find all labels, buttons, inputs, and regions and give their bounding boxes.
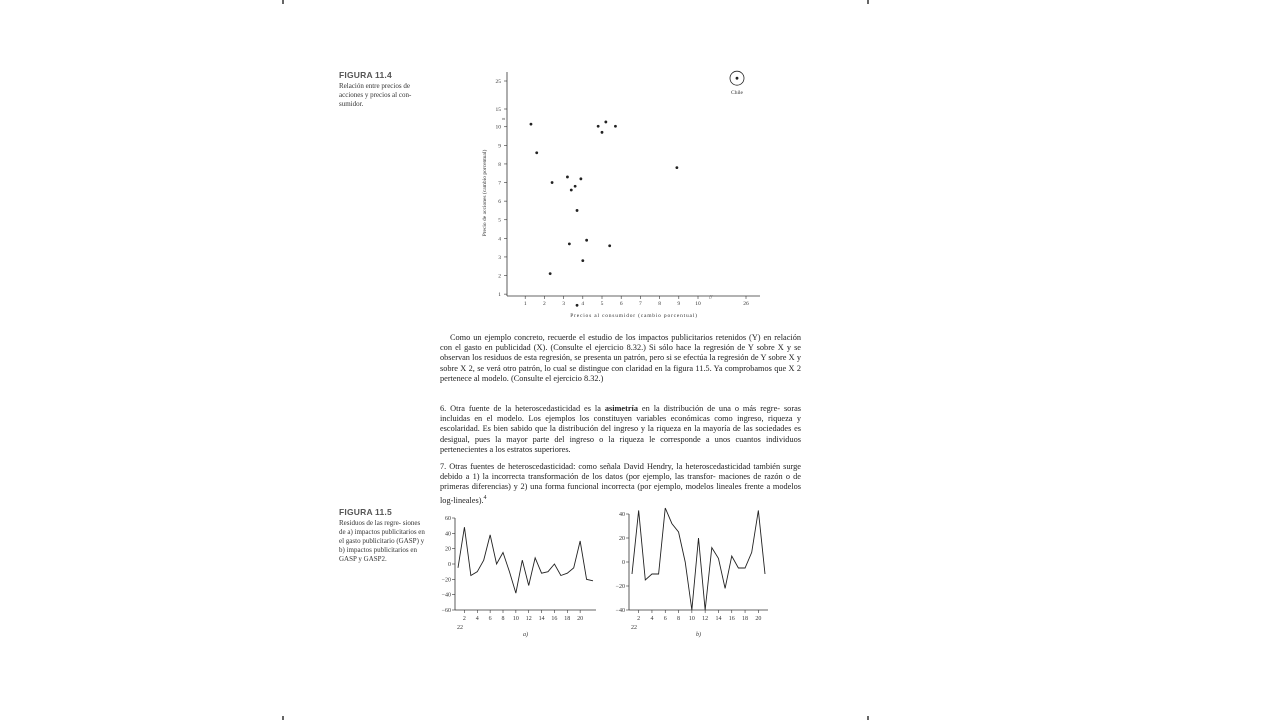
paragraph-2-after: en la distribución de una o más regre- soras incluidas en el modelo. Los ejemplos los constituyen variables económicas como ingreso, riqueza y escolaridad. Es bien sabido que la distribución del ingreso y la riqueza en la mayoría de las sociedades es desigual, pues la mayor parte del ingreso o la riqueza le corresponde a unos cuantos individuos pertenecientes a los estratos superiores.	[440, 404, 801, 454]
x-tick-label: 5	[600, 301, 604, 307]
outlier-circle	[730, 71, 744, 85]
data-point	[675, 166, 678, 169]
crop-mark-top-right	[867, 0, 869, 4]
data-point	[566, 176, 569, 179]
paragraph-other-sources	[440, 462, 801, 506]
y-tick-label: 5	[498, 217, 501, 224]
y-tick-label: 10	[495, 124, 501, 131]
x-tick-label: 10	[512, 616, 519, 622]
y-tick-label: 40	[445, 531, 451, 538]
y-tick-label: −20	[615, 584, 625, 590]
crop-mark-bottom-right	[867, 716, 869, 720]
x-tick-label: 26	[743, 301, 749, 307]
data-point	[574, 185, 577, 188]
x-tick-label: 10	[695, 301, 701, 307]
paragraph-1-text: Como un ejemplo concreto, recuerde el estudio de los impactos publicitarios retenidos (Y) en relación con el gasto en publicidad (X). (Consulte el ejercicio 8.32.) Si sólo hace la regresión de Y sobre X y se observan los residuos de esta regresión, se presenta un patrón, pero si se efectúa la regresión de Y sobre X y sobre X 2, se verá otro patrón, lo cual se distingue con claridad en la figura 11.5. Ya comprobamos que X 2 pertenece al modelo. (Consulte el ejercicio 8.32.)	[440, 333, 801, 383]
x-tick-label: 7	[639, 301, 642, 307]
data-point	[601, 131, 604, 134]
x-tick-label: 18	[742, 616, 749, 622]
paragraph-3-text: 7. Otras fuentes de heteroscedasticidad: como señala David Hendry, la heteroscedasticidad también surge debido a 1) la incorrecta transformación de los datos (por ejemplo, las transfor- maciones de razón o de primeras diferencias) y 2) una forma funcional incorrecta (por ejemplo, modelos lineales frente a modelos log-lineales).	[440, 462, 801, 505]
y-tick-label: 2	[498, 273, 501, 280]
data-point	[604, 121, 607, 124]
crop-mark-bottom-left	[282, 716, 284, 720]
x-tick-label: 2	[462, 616, 466, 622]
y-tick-label: 20	[619, 536, 625, 542]
y-tick-label: 20	[445, 546, 451, 553]
crop-mark-top-left	[282, 0, 284, 4]
x-tick-label: 20	[577, 616, 584, 622]
figure-11-4-label: FIGURA 11.4	[339, 70, 392, 80]
y-tick-label: −40	[441, 592, 451, 599]
y-axis-title: Precio de acciones (cambio porcentual)	[482, 149, 488, 237]
y-tick-label: 3	[498, 254, 501, 261]
figure-11-5-caption: Residuos de las regre- siones de a) impactos publicitarios en el gasto publicitario (GASP) y b) impactos publicitarios en GASP y GASP2.	[339, 519, 425, 563]
data-point	[579, 177, 582, 180]
y-tick-label: 60	[445, 516, 451, 522]
data-point	[576, 209, 579, 212]
x-tick-label: 12	[702, 616, 709, 622]
residual-series-line	[632, 508, 765, 610]
data-point	[576, 304, 579, 307]
x-tick-label: 6	[663, 616, 667, 622]
y-tick-label: 9	[498, 143, 501, 150]
x-tick-label: 2	[543, 301, 546, 307]
x-tick-label: 12	[525, 616, 532, 622]
paragraph-advertising-example	[440, 333, 801, 384]
data-point	[535, 151, 538, 154]
y-tick-label: 4	[498, 236, 501, 243]
data-point	[614, 125, 617, 128]
y-axis-break: ≈	[502, 117, 506, 123]
x-tick-label: 16	[728, 616, 735, 622]
x-extra-label: 22	[457, 625, 463, 631]
x-axis-title: Precios al consumidor (cambio porcentual)	[570, 313, 698, 319]
x-tick-label: 4	[581, 301, 585, 307]
x-tick-label: 4	[475, 616, 479, 622]
y-tick-label: −60	[441, 608, 451, 614]
x-tick-label: 9	[677, 301, 681, 307]
data-point	[549, 272, 552, 275]
x-tick-label: 16	[551, 616, 558, 622]
data-point	[551, 181, 554, 184]
x-tick-label: 8	[677, 616, 681, 622]
outlier-label: Chile	[731, 90, 743, 97]
residual-series-line	[458, 527, 593, 593]
panel-label: a)	[523, 632, 528, 638]
y-tick-label: 6	[498, 199, 501, 206]
x-tick-label: 2	[637, 616, 641, 622]
x-tick-label: 14	[715, 616, 722, 622]
x-tick-label: 1	[523, 301, 527, 307]
y-tick-label: −20	[441, 577, 451, 584]
y-tick-label: 8	[498, 161, 501, 168]
x-tick-label: 8	[658, 301, 661, 307]
data-point	[570, 189, 573, 192]
y-tick-label: 25	[495, 79, 501, 85]
x-tick-label: 14	[538, 616, 545, 622]
x-tick-label: 10	[688, 616, 695, 622]
data-point	[581, 259, 584, 262]
figure-11-5-label: FIGURA 11.5	[339, 507, 392, 517]
panel-label: b)	[696, 632, 701, 638]
x-tick-label: 6	[488, 616, 492, 622]
x-tick-label: 18	[564, 616, 571, 622]
x-tick-label: 20	[755, 616, 762, 622]
y-tick-label: 15	[495, 107, 501, 113]
data-point	[568, 243, 571, 246]
y-tick-label: 40	[619, 512, 625, 518]
y-tick-label: 1	[498, 292, 501, 299]
data-point	[530, 123, 533, 126]
data-point	[585, 239, 588, 242]
y-tick-label: 7	[498, 180, 501, 187]
x-tick-label: 6	[619, 301, 623, 307]
outlier-point	[736, 77, 739, 80]
paragraph-2-bold: asimetría	[604, 404, 638, 413]
data-point	[608, 244, 611, 247]
figure-11-4-caption: Relación entre precios de acciones y precios al con- sumidor.	[339, 82, 412, 108]
y-tick-label: 0	[622, 560, 625, 566]
footnote-marker: 4	[483, 494, 487, 501]
data-point	[597, 125, 600, 128]
paragraph-2-before: 6. Otra fuente de la heteroscedasticidad es la	[440, 404, 605, 413]
y-tick-label: −40	[615, 608, 625, 614]
x-tick-label: 4	[650, 616, 654, 622]
paragraph-skewness	[440, 404, 801, 455]
x-axis-break: //	[709, 295, 713, 301]
x-tick-label: 3	[562, 301, 565, 307]
x-extra-label: 22	[631, 625, 637, 631]
x-tick-label: 8	[501, 616, 505, 622]
y-tick-label: 0	[448, 562, 451, 568]
